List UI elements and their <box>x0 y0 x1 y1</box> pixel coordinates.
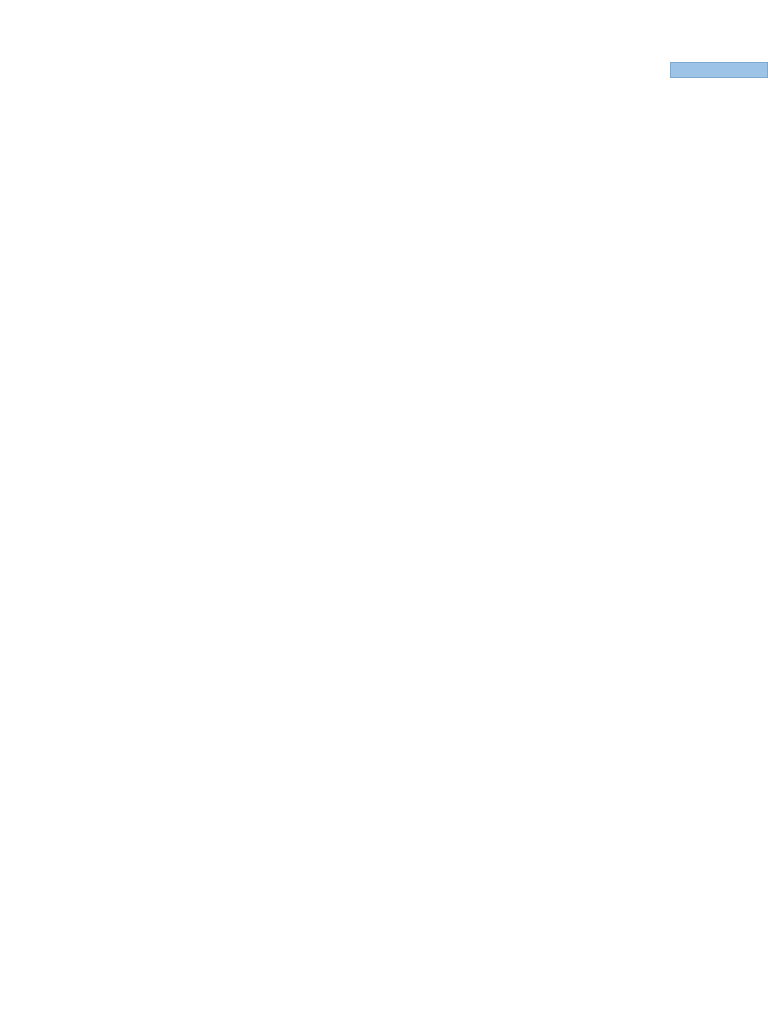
header-cell-fill <box>670 62 768 78</box>
